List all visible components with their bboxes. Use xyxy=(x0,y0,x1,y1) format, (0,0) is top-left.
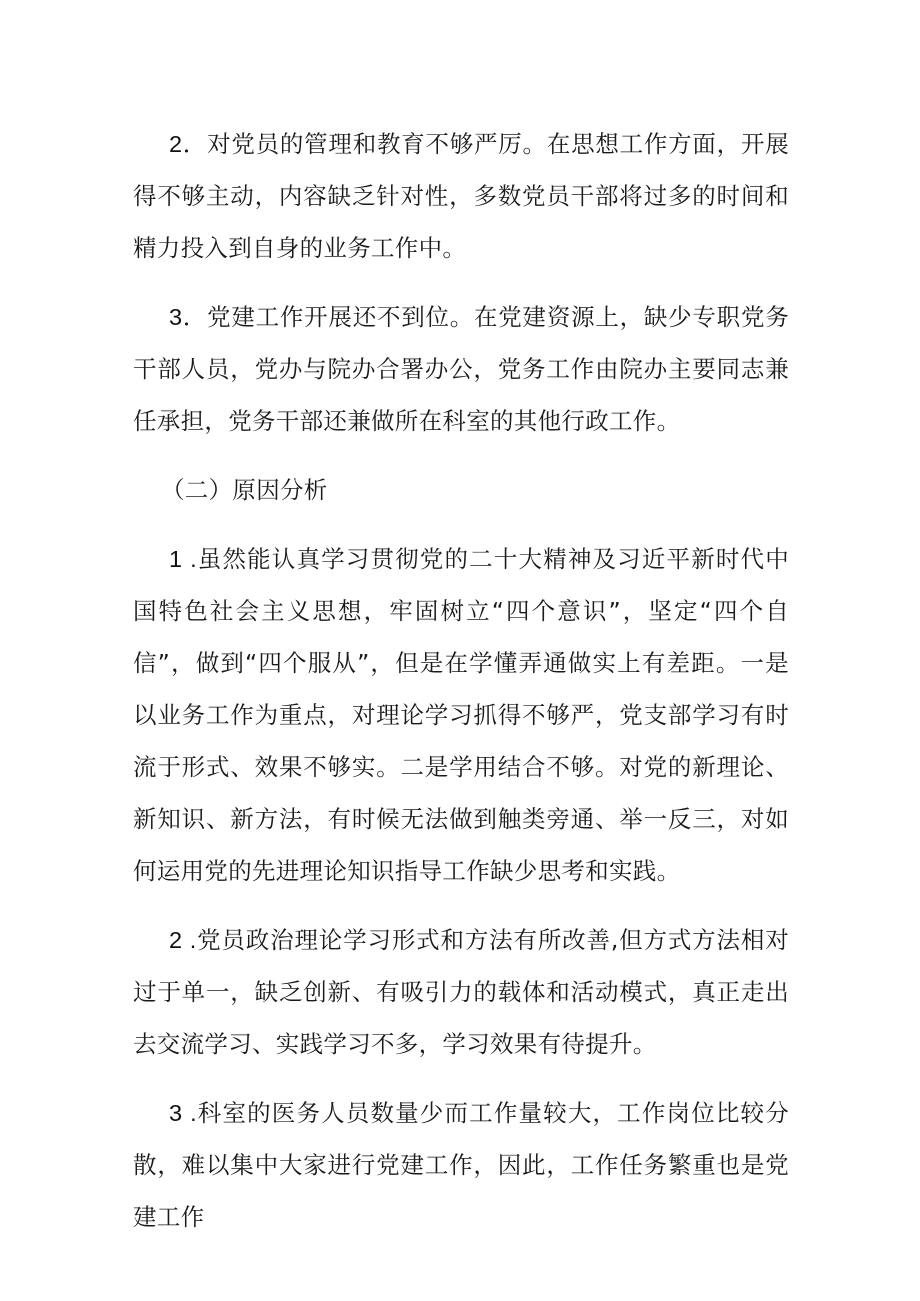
analysis-paragraph-3 xyxy=(133,1087,789,1243)
paragraph-number: 2 . xyxy=(169,927,197,953)
paragraph-number: 3 . xyxy=(169,1100,197,1126)
problem-paragraph-3 xyxy=(133,291,789,447)
paragraph-text: 对党员的管理和教育不够严厉。在思想工作方面，开展得不够主动，内容缺乏针对性，多数党员干部将过多的时间和精力投入到自身的业务工作中。 xyxy=(133,130,790,262)
analysis-paragraph-1 xyxy=(133,533,789,897)
paragraph-number: 1 . xyxy=(169,546,197,572)
paragraph-text: 虽然能认真学习贯彻党的二十大精神及习近平新时代中国特色社会主义思想，牢固树立“四个意识”，坚定“四个自信”，做到“四个服从”，但是在学懂弄通做实上有差距。一是以业务工作为重点，对理论学习抓得不够严，党支部学习有时流于形式、效果不够实。二是学用结合不够。对党的新理论、新知识、新方法，有时候无法做到触类旁通、举一反三，对如何运用党的先进理论知识指导工作缺少思考和实践。 xyxy=(133,545,790,885)
section-heading: （二）原因分析 xyxy=(161,476,328,504)
document-page xyxy=(133,118,789,1260)
paragraph-number: 2． xyxy=(169,131,208,157)
paragraph-text: 党建工作开展还不到位。在党建资源上，缺少专职党务干部人员，党办与院办合署办公，党务工作由院办主要同志兼任承担，党务干部还兼做所在科室的其他行政工作。 xyxy=(133,303,790,435)
paragraph-text: 党员政治理论学习形式和方法有所改善,但方式方法相对过于单一，缺乏创新、有吸引力的载体和活动模式，真正走出去交流学习、实践学习不多，学习效果有待提升。 xyxy=(133,926,789,1058)
paragraph-number: 3． xyxy=(169,304,208,330)
paragraph-text: 科室的医务人员数量少而工作量较大，工作岗位比较分散，难以集中大家进行党建工作，因此，工作任务繁重也是党建工作 xyxy=(133,1099,790,1231)
analysis-paragraph-2 xyxy=(133,914,789,1070)
problem-paragraph-2 xyxy=(133,118,789,274)
